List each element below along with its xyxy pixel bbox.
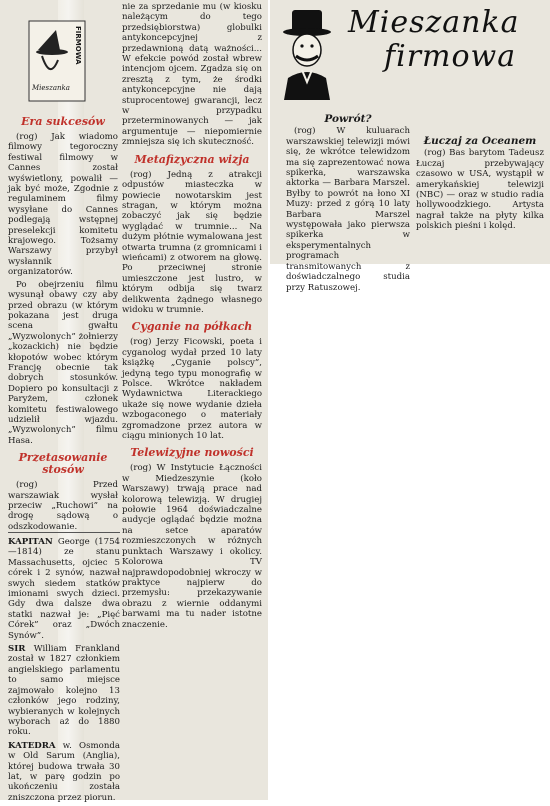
- right-clipping: [270, 0, 550, 293]
- logo-sub: Mieszanka: [32, 84, 70, 92]
- entry-name: KAPITAN: [8, 537, 53, 547]
- entry-name: SIR: [8, 644, 26, 655]
- paragraph: (rog) W Instytucie Łączności w Miedzeszynie (koło Warszawy) trwają prace nad kolorową telewizją. W drugiej połowie 1964 doświadczalne audycje oglądać będzie można na setce aparatów rozmieszczonych w różnych punktach Warszawy i okolicy. Kolorowa TV najprawdopodobniej wkroczy w praktyce najpierw do przemysłu: przekazywanie obrazu z wiernie oddanymi barwami ma tu nader istotne znaczenie.: [122, 463, 262, 630]
- entry-name: KATEDRA: [8, 740, 56, 751]
- entry-sir: [8, 644, 120, 738]
- entry-text: William Frankland został w 1827 członkiem angielskiego parlamentu to samo miejsce zajmowało kolejno 13 członków jego rodziny, wybieranych w kolejnych wyborach aż do 1880 roku.: [8, 644, 121, 738]
- divider: [8, 532, 120, 533]
- masthead-line1: Mieszanka: [348, 5, 520, 40]
- column-a: [8, 110, 118, 534]
- right-column-2: [416, 96, 544, 234]
- logo-label: FIRMOWA: [74, 26, 82, 65]
- column-logo: [28, 20, 86, 102]
- bottom-entries: [8, 528, 120, 806]
- heading-cyganie: Cyganie na półkach: [131, 320, 253, 334]
- masthead: [348, 6, 544, 86]
- paragraph: (rog) Bas barytom Tadeusz Łuczaj przebywający czasowo w USA, wystąpił w amerykańskiej telewizji (NBC) — oraz w studio radia hollywoodzkiego. Artysta nagrał także na płyty kilka polskich pieśni i kolęd.: [416, 148, 544, 232]
- entry-text: George (1754—1814) ze stanu Massachusetts, ojciec 5 córek i 2 synów, nazwał swych siedem statków imionami swych dzieci. Gdy dwa dalsze dwa statki nazwał je: „Pięć Córek” oraz „Dwóch Synów”.: [8, 537, 121, 641]
- heading-era-sukcesow: Era sukcesów: [21, 115, 105, 128]
- heading-przetasowanie: Przetasowanie stosów: [18, 451, 108, 477]
- paragraph: (rog) Jerzy Ficowski, poeta i cyganolog wydał przed 10 laty książkę „Cyganie polscy”, jedyną tego typu monografię w Polsce. Wkrótce nakładem Wydawnictwa Literackiego ukaże się nowe wydanie dzieła wzbogaconego o materiały zgromadzone przez autora w ciągu minionych 10 lat.: [122, 337, 262, 442]
- heading-luczaj: Łuczaj za Oceanem: [423, 135, 537, 147]
- right-column-1: [286, 110, 410, 295]
- paragraph: (rog) Jedną z atrakcji odpustów miasteczka w powiecie nowotarskim jest stragan, w którym można zobaczyć jak się będzie wyglądać w trumnie... Na dużym płótnie wymalowana jest otwarta trumna (z gromnicami i wieńcami) z otworem na głowę. Po przeciwnej stronie umieszczone jest lustro, w którym odbija się twarz delikwenta żądnego własnego widoku w trumnie.: [122, 169, 262, 315]
- paragraph: (rog) Jak wiadomo filmowy tegoroczny festiwal filmowy w Cannes został wyświetlony, powalił — jak być może, Zgodnie z regulaminem filmy wysyłane do Cannes podlegają wstępnej preselekcji komitetu krajowego. Tożsamy Warszawy przybył wysłannik organizatorów.: [8, 132, 118, 278]
- masthead-line2: firmowa: [384, 39, 517, 74]
- column-b: [122, 2, 262, 632]
- entry-katedra: [8, 741, 120, 803]
- heading-telewizyjne: Telewizyjne nowości: [130, 446, 254, 460]
- paragraph: (rog) Przed warszawiak wysłał przeciw „Ruchowi” na drogę sądową o odszkodowanie.: [8, 480, 118, 532]
- paragraph: nie za sprzedanie mu (w kiosku należącym do tego przedsiębiorstwa) globulki antykoncepcyjnej z przedawnioną datą ważności... W efekcie powód został wbrew intencjom ojcem. Zgadza się on zresztą z tym, że środki antykoncepcyjne nie dają stuprocentowej gwarancji, lecz w przypadku przeterminowanych — jak argumentuje — niepomiernie zmniejsza się ich skuteczność.: [122, 2, 262, 148]
- entry-kapitan: [8, 537, 120, 641]
- heading-metafizyczna: Metafizyczna wizja: [134, 152, 250, 166]
- paragraph: Po obejrzeniu filmu wysunął obawy czy aby przed obrazu (w którym pokazana jest druga scena gwałtu „Wyzwolonych” żołnierzy „kozackich) nie będzie kłopotów wobec którym Francję obecnie tak dobrych stosunków. Dopiero po konsultacji z Paryżem, członek komitetu festiwalowego udzielił wjazdu. „Wyzwolonych” filmu Hasa.: [8, 279, 118, 446]
- paragraph: (rog) W kuluarach warszawskiej telewizji mówi się, że wkrótce telewidzom ma się zaprezentować nowa spikerka, warszawska aktorka — Barbara Marszel. Byłby to powrót na łono XI Muzy: przed z górą 10 laty Barbara Marszel występowała jako pierwsza spikerka w eksperymentalnych programach transmitowanych z doświadczalnego studia przy Ratuszowej.: [286, 126, 410, 293]
- heading-powrot: Powrót?: [324, 113, 372, 125]
- entry-text: w. Osmonda w Old Sarum (Anglia), której budowa trwała 30 lat, w parę godzin po ukończeniu została zniszczona przez piorun.: [8, 740, 120, 803]
- gentleman-illustration-icon: [278, 8, 340, 100]
- left-newspaper-page: [0, 0, 268, 803]
